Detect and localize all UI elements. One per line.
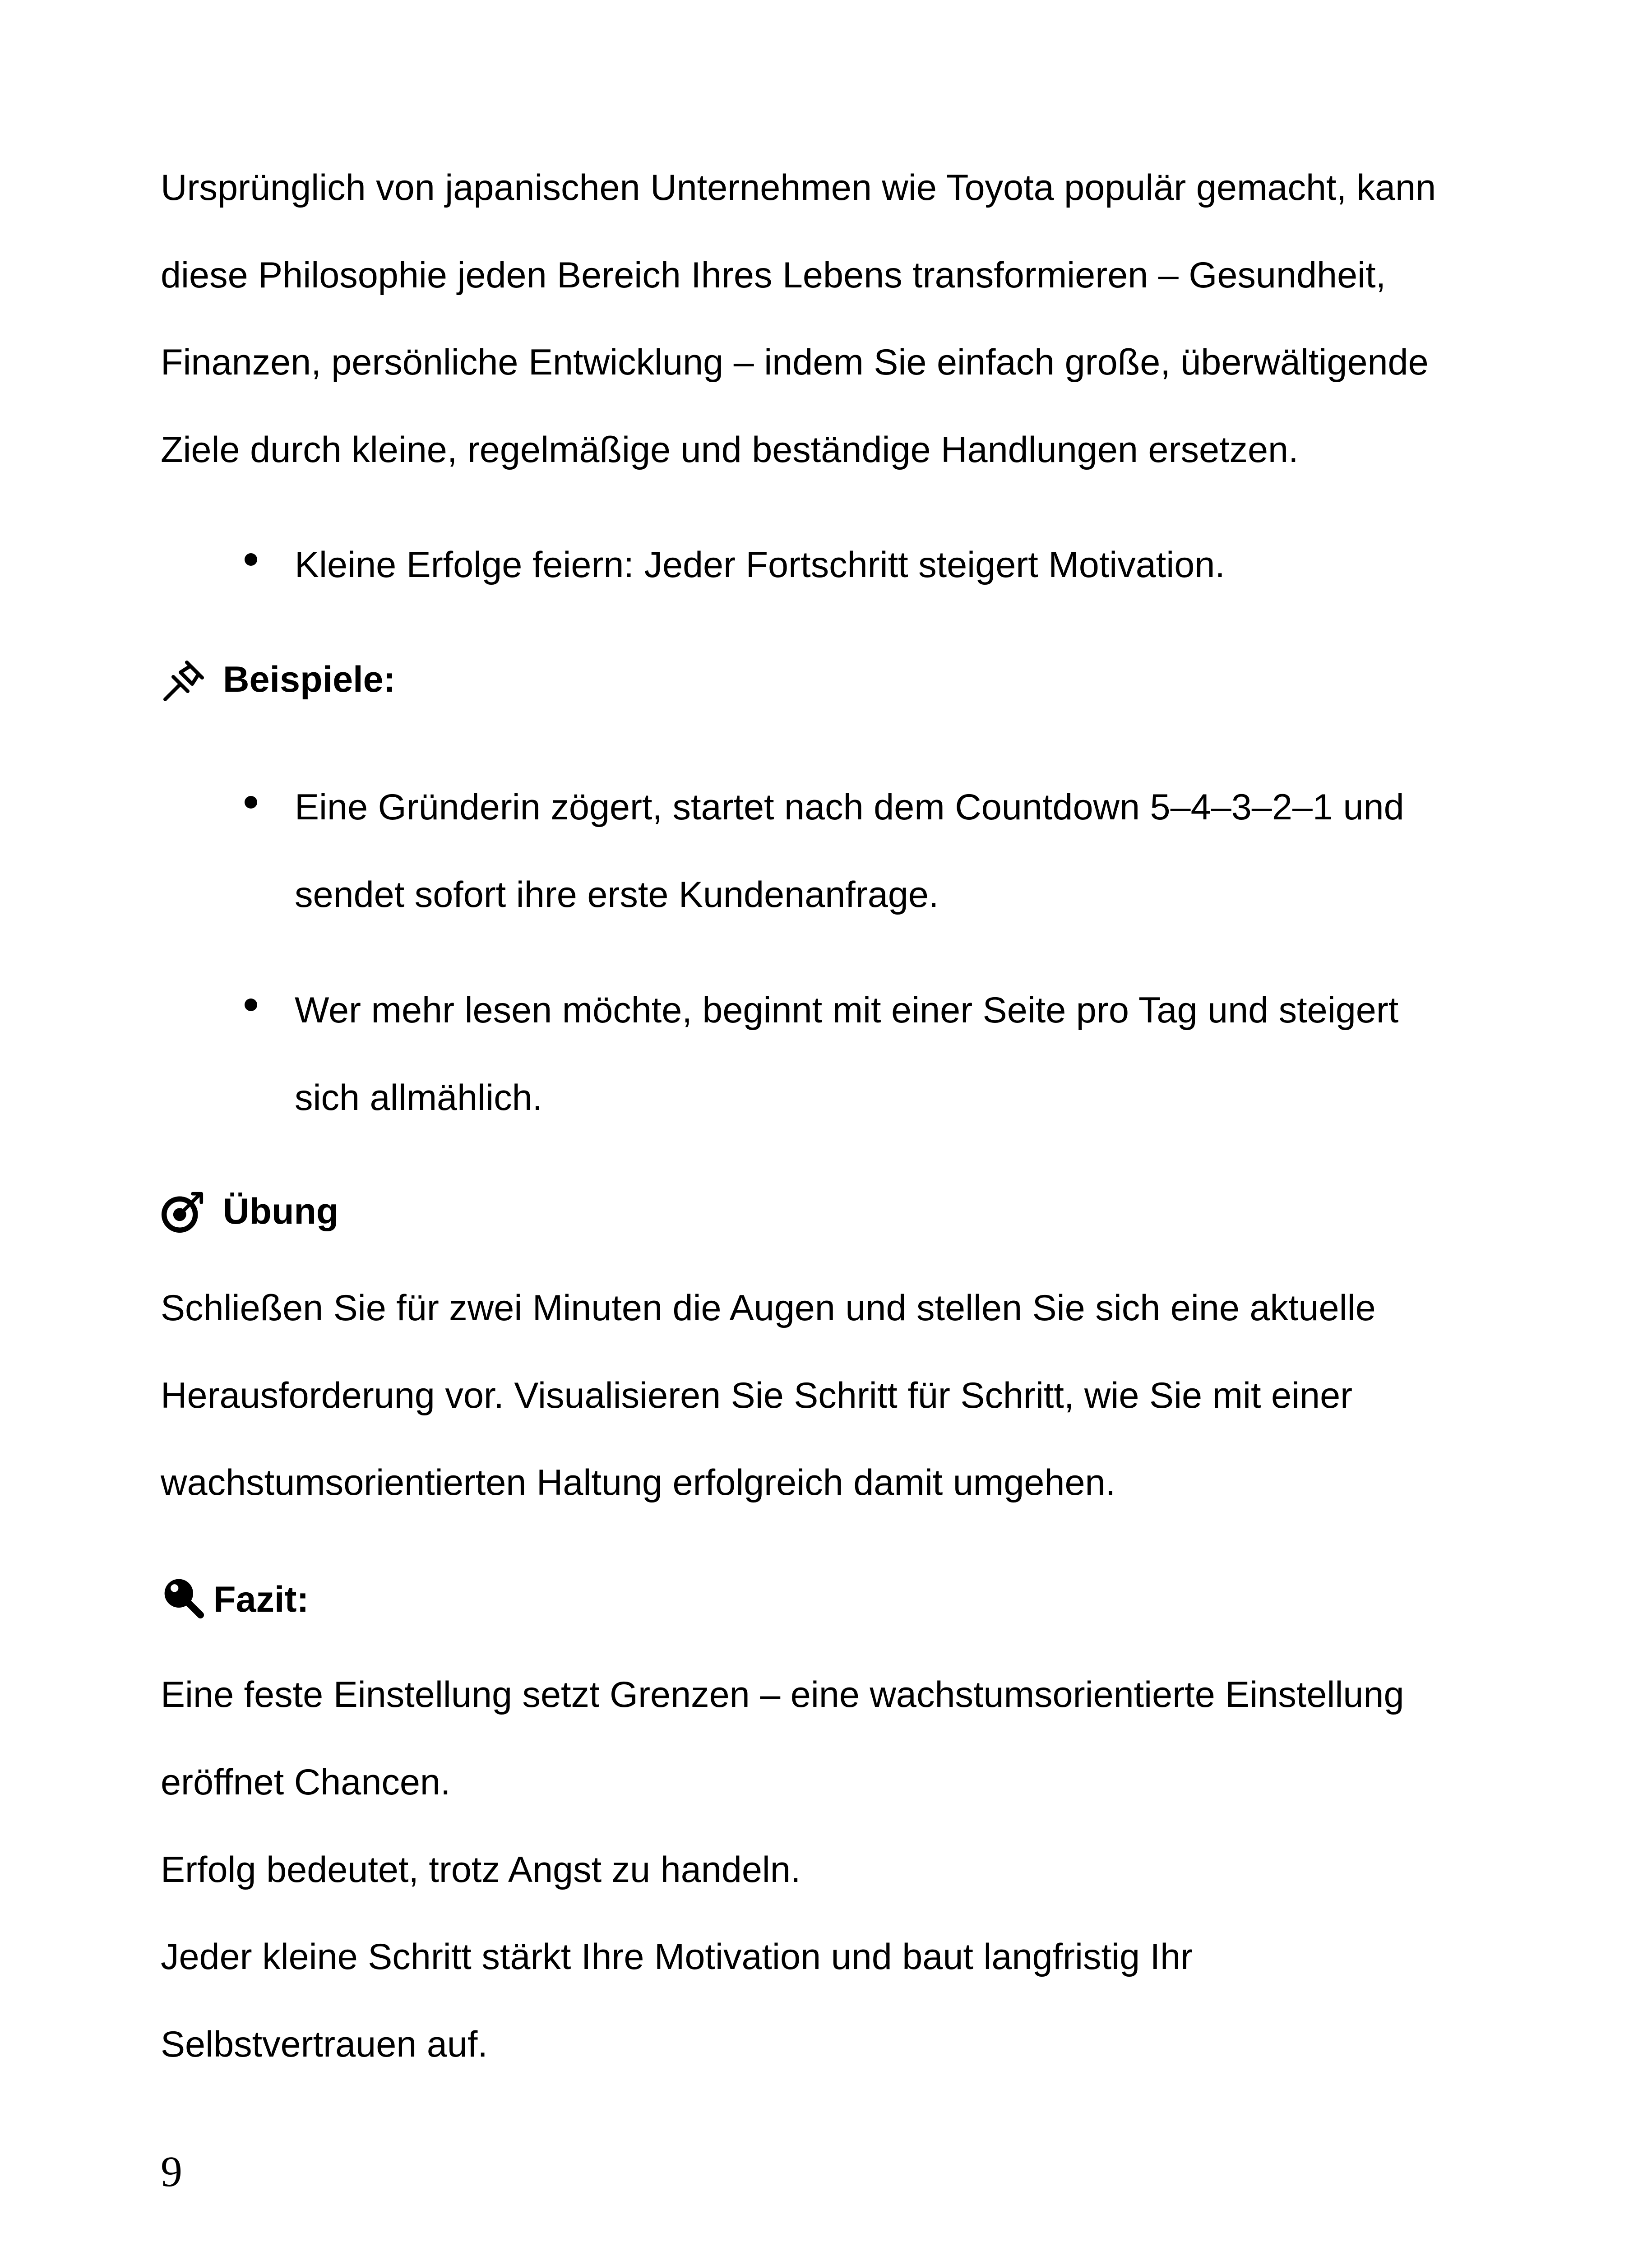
paragraph-line: wachstumsorientierten Haltung erfolgreich damit umgehen. — [161, 1462, 1116, 1503]
bullet-dot — [245, 999, 257, 1011]
pushpin-icon — [161, 659, 206, 704]
intro-line: Finanzen, persönliche Entwicklung – indem Sie einfach große, überwältigende — [161, 342, 1429, 383]
bullet-text-line: sendet sofort ihre erste Kundenanfrage. — [295, 874, 939, 915]
paragraph-line: eröffnet Chancen. — [161, 1762, 451, 1803]
intro-line: diese Philosophie jeden Bereich Ihres Lebens transformieren – Gesundheit, — [161, 255, 1386, 296]
paragraph-line: Erfolg bedeutet, trotz Angst zu handeln. — [161, 1849, 801, 1890]
bullet-text-line: Wer mehr lesen möchte, beginnt mit einer Seite pro Tag und steigert — [295, 990, 1399, 1031]
bullet-text: Kleine Erfolge feiern: Jeder Fortschritt steigert Motivation. — [295, 545, 1225, 585]
intro-line: Ursprünglich von japanischen Unternehmen wie Toyota populär gemacht, kann — [161, 167, 1436, 208]
paragraph-line: Eine feste Einstellung setzt Grenzen – eine wachstumsorientierte Einstellung — [161, 1674, 1404, 1715]
target-icon — [161, 1190, 204, 1234]
bullet-dot — [245, 553, 257, 566]
section-title: Fazit: — [213, 1579, 309, 1620]
bullet-text-line: sich allmählich. — [295, 1077, 543, 1118]
paragraph-line: Jeder kleine Schritt stärkt Ihre Motivation und baut langfristig Ihr — [161, 1937, 1193, 1977]
bullet-text-line: Eine Gründerin zögert, startet nach dem Countdown 5–4–3–2–1 und — [295, 787, 1404, 828]
magnifier-icon — [161, 1575, 204, 1618]
section-title: Übung — [223, 1191, 339, 1232]
paragraph-line: Selbstvertrauen auf. — [161, 2024, 488, 2065]
section-title: Beispiele: — [223, 659, 396, 700]
paragraph-line: Schließen Sie für zwei Minuten die Augen und stellen Sie sich eine aktuelle — [161, 1288, 1376, 1328]
intro-line: Ziele durch kleine, regelmäßige und beständige Handlungen ersetzen. — [161, 430, 1299, 470]
paragraph-line: Herausforderung vor. Visualisieren Sie Schritt für Schritt, wie Sie mit einer — [161, 1375, 1353, 1416]
page-number: 9 — [161, 2147, 182, 2196]
bullet-dot — [245, 796, 257, 809]
